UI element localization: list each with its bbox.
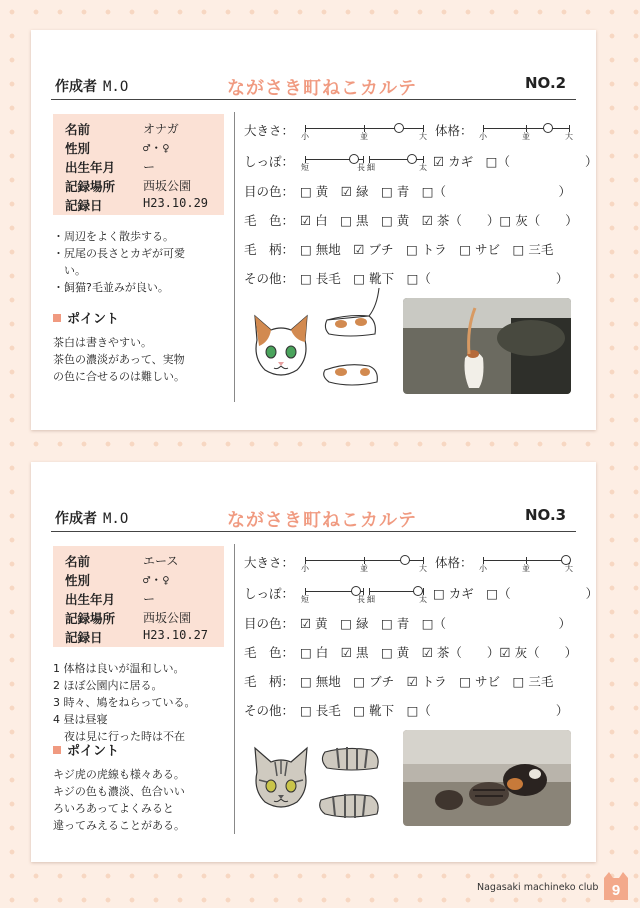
notes [53,660,231,745]
size-scale [301,550,427,574]
pattern-options: □ 無地 □ ブチ ☑ トラ □ サビ □ 三毛 [300,674,554,689]
birth-value: ー [143,160,156,174]
point-heading [53,740,119,759]
pattern-label: 毛 柄： [244,674,295,689]
note-line: 1 体格は良いが温和しい。 [53,662,185,675]
place-label: 記録場所 [65,179,116,194]
author [55,76,128,96]
other-options: □ 長毛 □ 靴下 □（ ） [300,271,569,286]
scale-tick-label: 短 [301,595,309,604]
photo-image [403,730,571,826]
point-body [53,766,233,834]
eye-row [244,182,579,200]
eye-options: □ 黄 ☑ 緑 □ 青 □（ ） [300,184,572,199]
size-label: 大きさ： [244,123,295,138]
build-marker-icon [543,123,553,133]
note-line: い。 [53,264,86,277]
point-line: の色に合せるのは難しい。 [53,370,185,383]
other-options: □ 長毛 □ 靴下 □（ ） [300,703,569,718]
place-value: 西坂公園 [143,611,192,625]
author-value: M.O [103,79,129,95]
info-box [53,114,224,215]
build-label: 体格： [435,555,473,570]
pattern-row [244,672,561,690]
eye-options: ☑ 黄 □ 緑 □ 青 □（ ） [300,616,572,631]
scale-tick-label: 大 [419,132,427,141]
size-scale [301,118,427,142]
point-line: 茶色の濃淡があって、実物 [53,353,185,366]
scale-tick-label: 細 [367,595,375,604]
tail-label: しっぽ： [244,154,295,169]
cat-photo [403,298,571,394]
tail-options: □ カギ □（ ） [433,586,599,601]
cat-record-card [31,462,599,862]
birth-label: 出生年月 [65,160,116,175]
tail-label: しっぽ： [244,586,295,601]
card-title: ながさき町ねこカルテ [227,78,417,99]
note-line: ・尻尾の長さとカギが可愛 [53,247,185,260]
place-label: 記録場所 [65,611,116,626]
sex-label: 性別 [65,141,91,156]
scale-tick-label: 小 [479,564,487,573]
footer-credit: Nagasaki machineko club [477,882,599,893]
point-square-icon [53,746,61,754]
name-value: エース [143,554,179,568]
pattern-label: 毛 柄： [244,242,295,257]
scale-tick-label: 太 [419,163,427,172]
size-marker-icon [400,555,410,565]
build-scale [479,118,573,142]
point-line: 茶白は書きやすい。 [53,336,152,349]
note-line: ・周辺をよく散歩する。 [53,230,174,243]
other-label: その他： [244,271,295,286]
point-heading [53,308,119,327]
point-line: ろいろあってよくみると [53,802,174,815]
scale-tick-label: 大 [565,564,573,573]
date-label: 記録日 [65,198,103,213]
scale-tick-label: 並 [360,564,368,573]
birth-value: ー [143,592,156,606]
point-title: ポイント [67,312,120,327]
pattern-row [244,240,561,258]
cat-face-illustration [249,744,313,816]
sex-value: ♂・♀ [143,573,170,587]
scale-tick-label: 並 [360,132,368,141]
tail-options: ☑ カギ □（ ） [433,154,598,169]
place-value: 西坂公園 [143,179,192,193]
cat-face-illustration [249,312,313,384]
point-body [53,334,233,385]
cat-body-illustration [319,286,387,398]
date-value: H23.10.27 [143,628,209,642]
sex-label: 性別 [65,573,91,588]
scale-tick-label: 並 [522,132,530,141]
scale-tick-label: 太 [419,595,427,604]
scale-tick-label: 小 [301,132,309,141]
author-value: M.O [103,511,129,527]
page-number-badge [600,870,632,902]
scale-tick-label: 長 [357,163,365,172]
tail-length-scale [301,149,365,173]
note-line: ・飼猫?毛並みが良い。 [53,281,169,294]
scale-tick-label: 長 [357,595,365,604]
tail-thickness-marker-icon [407,154,417,164]
note-line: 夜は見に行った時は不在 [53,730,185,743]
photo-image [403,298,571,394]
point-line: キジ虎の虎線も様々ある。 [53,768,185,781]
coat-row [244,643,585,661]
scale-tick-label: 大 [419,564,427,573]
point-line: キジの色も濃淡、色合いい [53,785,185,798]
cat-record-card [31,30,596,430]
author-label: 作成者 [55,511,97,527]
other-label: その他： [244,703,295,718]
scale-tick-label: 小 [301,564,309,573]
card-number: NO.2 [525,74,567,92]
column-divider [234,112,235,402]
scale-tick-label: 並 [522,564,530,573]
point-title: ポイント [67,744,120,759]
size-label: 大きさ： [244,555,295,570]
coat-label: 毛 色： [244,213,295,228]
eye-label: 目の色： [244,184,295,199]
name-value: オナガ [143,122,179,136]
name-label: 名前 [65,122,91,137]
card-title: ながさき町ねこカルテ [227,510,417,531]
coat-options: □ 白 ☑ 黒 □ 黄 ☑ 茶（ ）☑ 灰（ ） [300,645,578,660]
eye-label: 目の色： [244,616,295,631]
scale-tick-label: 短 [301,163,309,172]
cat-photo [403,730,571,826]
header-rule [51,531,576,532]
date-label: 記録日 [65,630,103,645]
author [55,508,128,528]
info-box [53,546,224,647]
point-square-icon [53,314,61,322]
date-value: H23.10.29 [143,196,209,210]
coat-label: 毛 色： [244,645,295,660]
scale-tick-label: 細 [367,163,375,172]
sex-value: ♂・♀ [143,141,170,155]
card-number: NO.3 [525,506,567,524]
column-divider [234,544,235,834]
build-label: 体格： [435,123,473,138]
other-row [244,269,576,287]
scale-tick-label: 小 [479,132,487,141]
tail-length-scale [301,581,365,605]
build-scale [479,550,573,574]
pattern-options: □ 無地 ☑ ブチ □ トラ □ サビ □ 三毛 [300,242,554,257]
note-line: 2 ほぼ公園内に居る。 [53,679,163,692]
page-number: 9 [611,882,621,899]
size-marker-icon [394,123,404,133]
tail-thickness-scale [367,149,427,173]
coat-row [244,211,586,229]
coat-options: ☑ 白 □ 黒 □ 黄 ☑ 茶（ ）□ 灰（ ） [300,213,578,228]
header-rule [51,99,576,100]
tail-thickness-scale [367,581,427,605]
birth-label: 出生年月 [65,592,116,607]
cat-body-illustration [317,730,389,830]
other-row [244,701,576,719]
author-label: 作成者 [55,79,97,95]
name-label: 名前 [65,554,91,569]
point-line: 違ってみえることがある。 [53,819,185,832]
scale-tick-label: 大 [565,132,573,141]
note-line: 4 昼は昼寝 [53,713,108,726]
eye-row [244,614,579,632]
notes [53,228,231,296]
note-line: 3 時々、鳩をねらっている。 [53,696,196,709]
